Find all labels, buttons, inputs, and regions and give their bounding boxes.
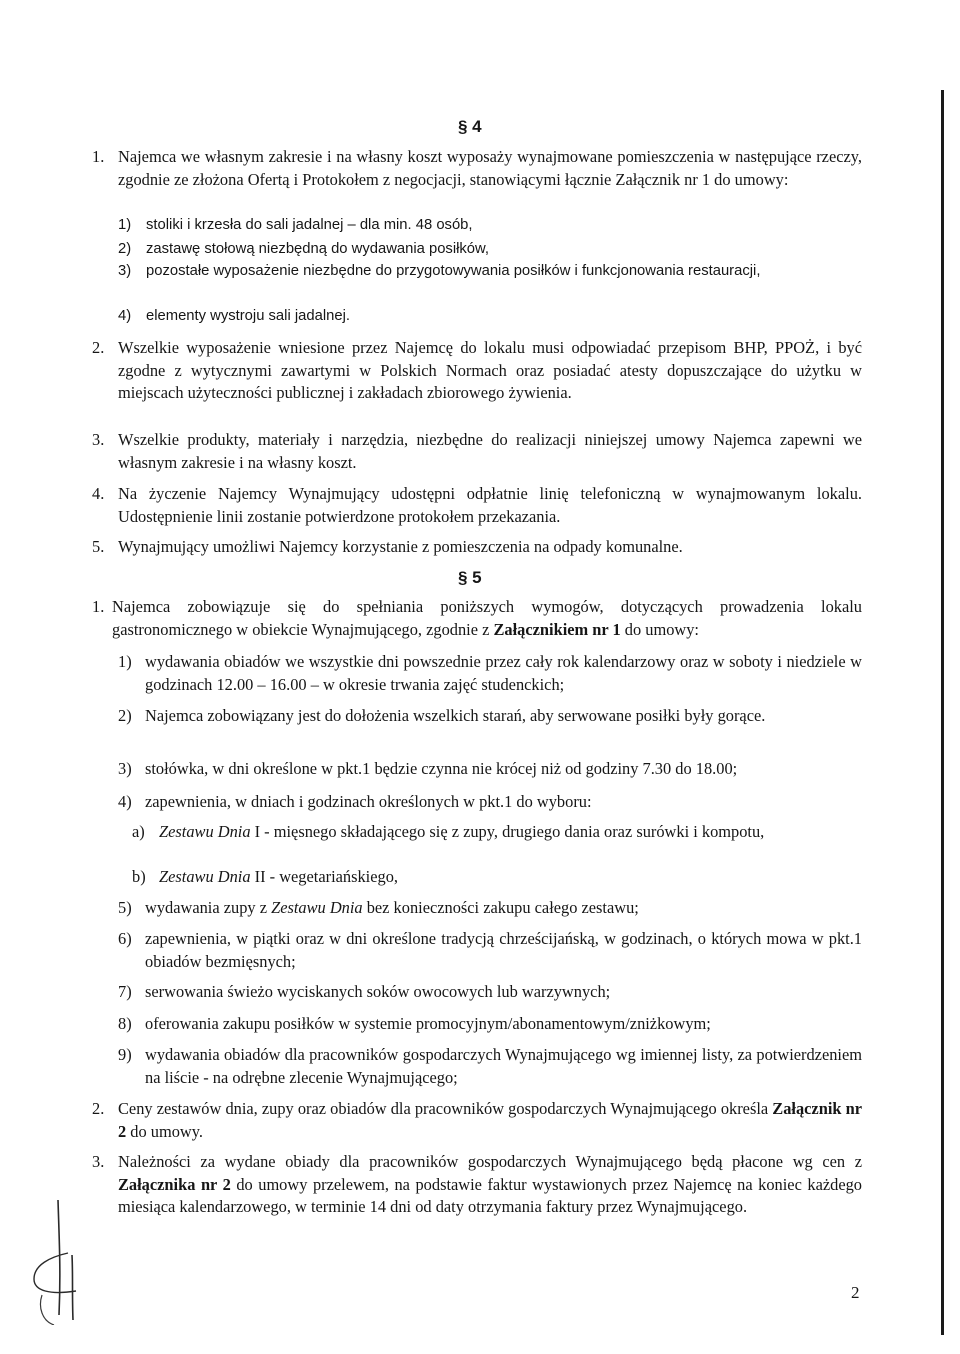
s5-p1-item-6: 6) zapewnienia, w piątki oraz w dni określone tradycją chrześcijańską, w godzinach, o których mowa w pkt.1 obiadów bezmięsnych; <box>118 929 862 971</box>
s5-p1-item-3: 3) stołówka, w dni określone w pkt.1 będzie czynna nie krócej niż od godziny 7.30 do 18.00; <box>118 759 738 778</box>
attachment-2-ref: Załącznik nr 2 <box>118 1099 862 1141</box>
s4-p1-item-3: 3) pozostałe wyposażenie niezbędne do przygotowywania posiłków i funkcjonowania restauracji, <box>118 263 761 279</box>
s5-p1-item-8: 8) oferowania zakupu posiłków w systemie promocyjnym/abonamentowym/zniżkowym; <box>118 1014 711 1033</box>
s5-subitem-a: a) Zestawu Dnia I - mięsnego składającego się z zupy, drugiego dania oraz surówki i kompotu, <box>132 822 765 841</box>
s5-p1-item-9: 9) wydawania obiadów dla pracowników gospodarczych Wynajmującego wg imiennej listy, za potwierdzeniem na liście - na odrębne zlecenie Wynajmującego; <box>118 1045 862 1087</box>
s5-p1-item-4: 4) zapewnienia, w dniach i godzinach określonych w pkt.1 do wyboru: <box>118 792 592 811</box>
s4-p1-item-4: 4) elementy wystroju sali jadalnej. <box>118 308 350 324</box>
s4-paragraph-4: 4. Na życzenie Najemcy Wynajmujący udostępni odpłatnie linię telefoniczną w wynajmowanym lokalu. Udostępnienie linii zostanie potwierdzone protokołem przekazania. <box>92 484 862 526</box>
s4-p1-item-1: 1) stoliki i krzesła do sali jadalnej – dla min. 48 osób, <box>118 217 473 233</box>
s4-paragraph-1: 1. Najemca we własnym zakresie i na własny koszt wyposaży wynajmowane pomieszczenia w następujące rzeczy, zgodnie ze złożona Ofertą i Protokołem z negocjacji, stanowiącymi łącznie Załącznik nr 1 do umowy: <box>92 146 862 191</box>
section-4-heading: § 4 <box>458 117 482 136</box>
s4-paragraph-3: 3. Wszelkie produkty, materiały i narzędzia, niezbędne do realizacji niniejszej umowy Najemca zapewni we własnym zakresie i na własny koszt. <box>92 430 862 472</box>
handwritten-initials <box>28 1195 88 1325</box>
s5-paragraph-1: 1. Najemca zobowiązuje się do spełniania poniższych wymogów, dotyczących prowadzenia lokalu gastronomicznego w obiekcie Wynajmującego, zgodnie z Załącznikiem nr 1 do umowy: <box>92 597 862 639</box>
s5-p1-item-1: 1) wydawania obiadów we wszystkie dni powszednie przez cały rok kalendarzowy oraz w soboty i niedziele w godzinach 12.00 – 16.00 – w okresie trwania zajęć studenckich; <box>118 652 862 694</box>
section-5-heading: § 5 <box>458 568 482 587</box>
s5-subitem-b: b) Zestawu Dnia II - wegetariańskiego, <box>132 867 398 886</box>
page-number: 2 <box>851 1283 860 1302</box>
s5-p1-item-5: 5) wydawania zupy z Zestawu Dnia bez konieczności zakupu całego zestawu; <box>118 898 639 917</box>
s5-p1-item-7: 7) serwowania świeżo wyciskanych soków owocowych lub warzywnych; <box>118 982 611 1001</box>
s5-paragraph-2: 2. Ceny zestawów dnia, zupy oraz obiadów dla pracowników gospodarczych Wynajmującego określa Załącznik nr 2 do umowy. <box>92 1099 862 1141</box>
s4-p1-text: Najemca we własnym zakresie i na własny koszt wyposaży wynajmowane pomieszczenia w następujące rzeczy, zgodnie ze złożona Ofertą i Protokołem z negocjacji, stanowiącymi łącznie Załącznik nr 1 do umowy: <box>118 147 862 189</box>
s4-paragraph-2: 2. Wszelkie wyposażenie wniesione przez Najemcę do lokalu musi odpowiadać przepisom BHP, PPOŻ, i być zgodne z wytycznymi zawartymi w Polskich Normach oraz posiadać atesty dopuszczające do użytku w miejscach użyteczności publicznej i zakładach zbiorowego żywienia. <box>92 338 862 403</box>
attachment-2-ref-payment: Załącznika nr 2 <box>118 1174 231 1194</box>
s5-p1-item-2: 2) Najemca zobowiązany jest do dołożenia wszelkich starań, aby serwowane posiłki były gorące. <box>118 706 766 725</box>
s4-p1-item-2: 2) zastawę stołową niezbędną do wydawania posiłków, <box>118 241 490 257</box>
attachment-1-ref: Załącznikiem nr 1 <box>493 619 621 639</box>
s5-paragraph-3: 3. Należności za wydane obiady dla pracowników gospodarczych Wynajmującego będą płacone wg cen z Załącznika nr 2 do umowy przelewem, na podstawie faktur wystawionych przez Najemcę na koniec każdego miesiąca kalendarzowego, w terminie 14 dni od daty otrzymania faktury przez Wynajmującego. <box>92 1152 862 1217</box>
page-edge-rule <box>941 90 944 1335</box>
s4-paragraph-5: 5. Wynajmujący umożliwi Najemcy korzystanie z pomieszczenia na odpady komunalne. <box>92 537 683 556</box>
